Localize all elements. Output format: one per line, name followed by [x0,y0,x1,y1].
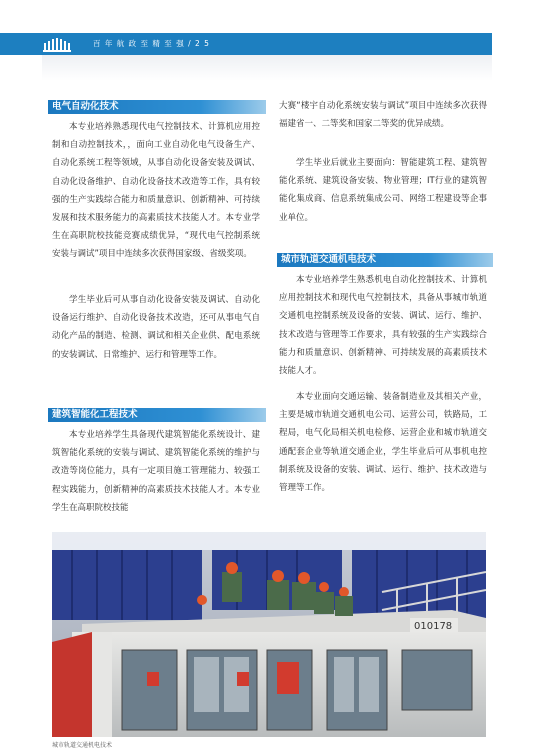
photo-caption: 城市轨道交通机电技术 [52,742,113,749]
train-workshop-image [52,532,486,737]
building-paragraph-2: 学生毕业后就业主要面向：智能建筑工程、建筑智能化系统、建筑设备安装、物业管理；IT行业的建筑智能化集成商、信息系统集成公司、网络工程建设等企事业单位。 [279,158,487,223]
train-number: 010178 [414,621,453,632]
rail-paragraph-2: 本专业面向交通运输、装备制造业及其相关产业，主要是城市轨道交通机电公司、运营公司，铁路局，工程局，电气化局相关机电检修、运营企业和城市轨道交通配套企业等轨道交通企业，学生毕业后可从事机电控制系统及设备的安装、调试、运行、维护、技术改造与管理等工作。 [279,392,487,494]
training-photo [52,532,486,737]
building-paragraph-1: 本专业培养学生具备现代建筑智能化系统设计、建筑智能化系统的安装与调试、建筑智能化系统的维护与改造等岗位能力，具有一定项目施工管理能力、较强工程实践能力，创新精神的高素质技术技能人才。本专业学生在高职院校技能 [52,430,260,513]
electrical-paragraph-2: 学生毕业后可从事自动化设备安装及调试、自动化设备运行维护、自动化设备技术改造，还可从事电气自动化产品的制造、检测、调试和相关企业供、配电系统的安装调试、日常维护、运行和管理等工作。 [52,295,260,360]
header-shade [42,55,492,81]
running-title: 百 年 航 政 至 精 至 强 / 2 5 [93,39,210,48]
building-continued-paragraph: 大赛“楼宇自动化系统安装与调试”项目中连续多次获得福建省一、二等奖和国家二等奖的优异成绩。 [279,101,487,130]
section-title-rail: 城市轨道交通机电技术 [277,253,493,267]
school-logo-icon [42,36,72,53]
electrical-paragraph-1: 本专业培养熟悉现代电气控制技术、计算机应用控制和自动控制技术，，面向工业自动化电气设备生产、自动化系统工程等领域，从事自动化设备安装及调试、自动化设备维护、自动化设备技术改造等工作，具有较强的生产实践综合能力和质量意识、创新精神、可持续发展和技术服务能力的高素质技术技能人才。本专业学生在高职院校技能竞赛成绩优异，“现代电气控制系统安装与调试”项目中连续多次获得国家级、省级奖项。 [52,122,260,260]
rail-paragraph-1: 本专业培养学生熟悉机电自动化控制技术、计算机应用控制技术和现代电气控制技术，具备从事城市轨道交通机电控制系统及设备的安装、调试、运行、维护、技术改造与管理等工作要求，具有较强的生产实践综合能力和质量意识、创新精神、可持续发展的高素质技术技能人才。 [279,275,487,377]
section-title-building: 建筑智能化工程技术 [48,408,266,422]
section-title-electrical: 电气自动化技术 [48,100,266,114]
header-bar [0,33,492,55]
